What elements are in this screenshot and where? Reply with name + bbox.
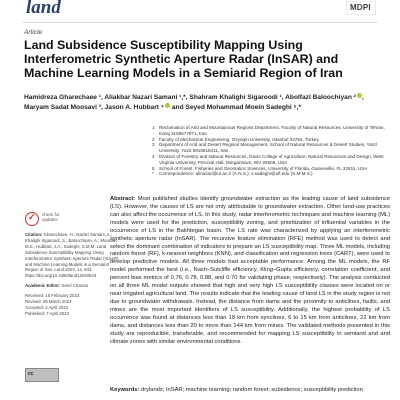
affiliation-number: 2 [152, 136, 155, 142]
affiliation-text: Reclamation of Arid and Mountainous Regions Department, Faculty of Natural Resources, University of Tehran, Karaj 3158577871, Iran [159, 125, 385, 136]
editor-name: Karel Charvat [61, 283, 88, 289]
affiliation-number: * [152, 171, 154, 177]
affiliation-text: Division of Forestry and Natural Resources, Davis College of Agriculture, Natural Resources and Design, West Virginia University, Percival Hall, Morgantown, WV 26506, USA [159, 153, 384, 165]
correspondence-text[interactable]: Correspondence: alinazari@ut.ac.ir (A.N.S.); s.sadeghi@ufl.edu (S.M.M.S.) [159, 171, 313, 177]
journal-name[interactable]: land [26, 0, 61, 18]
affiliation-item [152, 142, 388, 154]
cc-license-badge[interactable] [25, 368, 59, 382]
affiliation-item [152, 154, 388, 166]
check-updates-label: check for updates [42, 212, 60, 222]
date-accepted: Accepted: 4 April 2023 [25, 304, 68, 310]
date-published: Published: 7 April 2023 [25, 310, 69, 316]
affiliation-number: 3 [152, 142, 155, 148]
author-group: Shahram Khalighi Sigaroodi ¹, Abolfazl Baloochiyan ² [189, 94, 356, 101]
article-type-label: Article [24, 29, 43, 36]
editor-label: Academic Editor: [25, 283, 61, 289]
citation-label: Citation: [25, 232, 43, 237]
checkmark-icon: ✓ [28, 212, 36, 222]
page-header [0, 0, 400, 22]
author-group: Hamidreza Gharechaee ¹, Aliakbar Nazari Samani ¹,*, [24, 94, 188, 101]
editor-block [25, 283, 123, 289]
affiliations [152, 125, 388, 177]
date-revised: Revised: 29 March 2023 [25, 299, 72, 305]
affiliation-text: Department of Arid and Desert Regions Management, School of Natural Resources & Desert Studies, Yazd University, Yazd 8915818411, Iran [159, 142, 377, 154]
abstract-label: Abstract: [110, 196, 136, 202]
article-title: Land Subsidence Susceptibility Mapping Using Interferometric Synthetic Aperture Radar (InSAR) and Machine Learning Models in a Semiarid Region of Iran [24, 38, 343, 81]
keywords-label: Keywords: [110, 387, 140, 393]
article-info-column [25, 232, 123, 317]
date-received: Received: 15 February 2023 [25, 293, 80, 299]
citation-text[interactable]: Gharechaee, H.; Nazari Samani, A.; Khalighi Sigaroodi, S.; Baloochiyan, A.; Moosavi, M.S.; Hubbart, J.A.; Sadeghi, S.M.M. Land Subsidence Susceptibility Mapping Using Interferometric Synthetic Aperture Radar (InSAR) and Machine Learning Models in a Semiarid Region of Iran. Land 2023, 12, 843. https://doi.org/10.3390/land12040843 [25, 232, 119, 279]
cc-license-icon: cc [28, 371, 34, 377]
affiliation-text: School of Forest, Fisheries and Geomatics Sciences, University of Florida, Gainesville, FL 32611, USA [159, 165, 368, 171]
affiliation-item [152, 125, 388, 137]
correspondence [152, 171, 388, 177]
affiliation-number: 1 [152, 125, 155, 130]
keywords-text: drylands; InSAR; machine learning; random forest; subsidence; susceptibility prediction [141, 387, 363, 393]
author-group: and Seyed Mohammad Moein Sadeghi ⁵,* [170, 104, 302, 111]
keywords [110, 387, 390, 395]
author-group: , Maryam Sadat Moosavi ³, Jason A. Hubbart ⁴ [24, 94, 364, 111]
check-for-updates-button[interactable] [25, 211, 67, 229]
affiliation-text: Faculty of Mechanical Engineering, Ozyegin University, Istanbul 34794, Turkey [159, 136, 319, 142]
author-list [24, 93, 384, 113]
citation-block [25, 232, 123, 279]
publisher-name: MDPI [350, 3, 371, 12]
dates-block [25, 293, 123, 317]
affiliation-number: 5 [152, 165, 155, 171]
affiliation-number: 4 [152, 153, 155, 159]
header-divider [22, 22, 378, 23]
abstract-text: Most published studies identify groundwater extraction as the leading cause of land subsidence (LS). However, the causes of LS are not only attributable to groundwater extraction. Other land-use practices can also affect the occurrence of LS. In this study, radar interferometric techniques and machine learning (ML) models were used for the prediction, susceptibility zoning, and prioritization of influential variables in the occurrence of LS in the Bakhtegan basin. The LS rate was characterized by applying an interferometric synthetic aperture radar (InSAR). The recursive feature elimination (RFE) method was used to detect and select the dominant combination of indicators to prepare an LS susceptibility map. Three ML models, including random forest (RF), k-nearest neighbors (KNN), and classification and regression trees (CART), were used to develop predictive models. All three models had acceptable performance. Among the ML models, the RF model performed the best (i.e., Nash–Sutcliffe efficiency, Kling–Gupta efficiency, correlation coefficient, and percent bias metrics of 0.76, 0.78, 0.88, and 0.70 for validating phase, respectively). The analysis conducted on all three ML model outputs showed that high and very high LS susceptibility classes were located on or near irrigated agricultural land. The results indicate that the leading cause of land LS in the study region is not due to groundwater withdrawals. Instead, the distance from dams and the proximity to anticlines, faults, and mines are the most important identifiers of LS susceptibility. Additionally, the highest probability of LS occurrence was found at distances less than 18 km from synclines, 6 to 15 km from anticlines, 22 km from dams, and distances less than 20 to more than 144 km from mines. The validated methods presented in this study are reproducible, transferable, and recommended for mapping LS susceptibility in semiarid and arid climate zones with similar environmental conditions. [110, 196, 390, 345]
abstract [110, 196, 390, 347]
